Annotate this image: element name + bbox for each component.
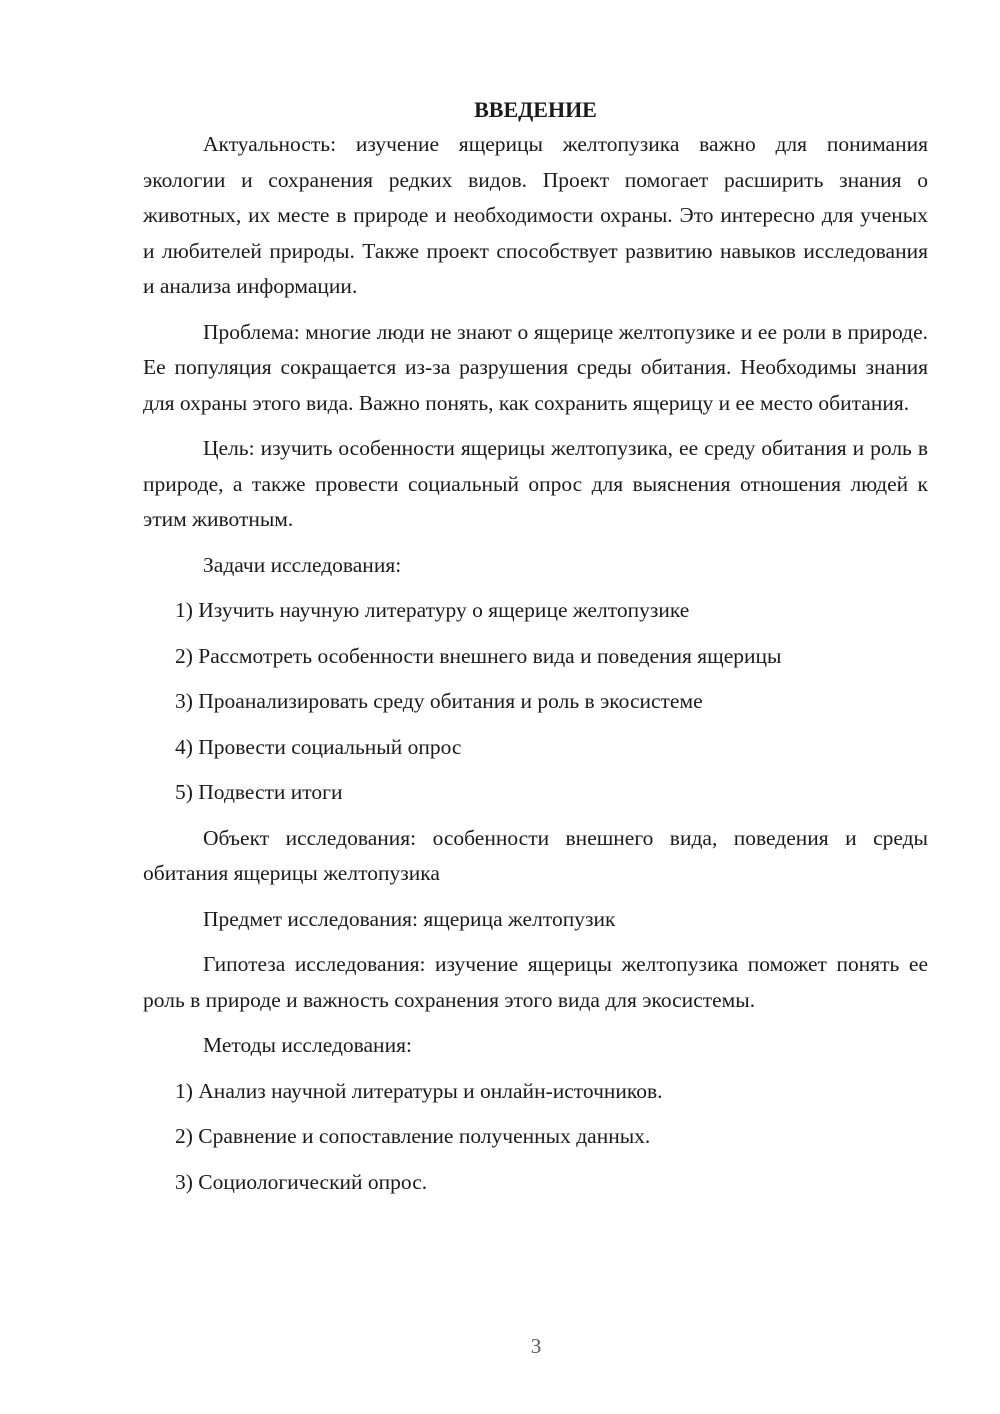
- page-number: 3: [530, 1334, 542, 1358]
- list-item: 1) Изучить научную литературу о ящерице желтопузике: [175, 598, 690, 622]
- list-item: 2) Рассмотреть особенности внешнего вида и поведения ящерицы: [175, 643, 782, 668]
- list-item: 3) Социологический опрос.: [175, 1169, 428, 1194]
- methods-list: [143, 1074, 928, 1201]
- goal-paragraph: Цель: изучить особенности ящерицы желтопузика, ее среду обитания и роль в природе, а также провести социальный опрос для выяснения отношения людей к этим животным.: [143, 436, 928, 531]
- page-title: ВВЕДЕНИЕ: [474, 97, 597, 122]
- list-item: 2) Сравнение и сопоставление полученных данных.: [175, 1124, 651, 1148]
- document-page: [143, 93, 928, 1210]
- relevance-paragraph: Актуальность: изучение ящерицы желтопузика важно для понимания экологии и сохранения редких видов. Проект помогает расширить знания о животных, их месте в природе и необходимости охраны. Это интересно для ученых и любителей природы. Также проект способствует развитию навыков исследования и анализа информации.: [143, 132, 928, 298]
- list-item: 5) Подвести итоги: [175, 780, 343, 804]
- hypothesis-paragraph: Гипотеза исследования: изучение ящерицы желтопузика поможет понять ее роль в природе и важность сохранения этого вида для экосистемы.: [143, 952, 928, 1012]
- tasks-heading: Задачи исследования:: [203, 552, 402, 577]
- subject-paragraph: Предмет исследования: ящерица желтопузик: [203, 906, 616, 931]
- list-item: 3) Проанализировать среду обитания и роль в экосистеме: [175, 689, 703, 713]
- list-item: 1) Анализ научной литературы и онлайн-источников.: [175, 1078, 663, 1103]
- tasks-list: [143, 593, 928, 811]
- object-paragraph: Объект исследования: особенности внешнего вида, поведения и среды обитания ящерицы желтопузика: [143, 825, 928, 885]
- methods-heading: Методы исследования:: [203, 1033, 412, 1057]
- list-item: 4) Провести социальный опрос: [175, 734, 462, 759]
- problem-paragraph: Проблема: многие люди не знают о ящерице желтопузике и ее роли в природе. Ее популяция сокращается из-за разрушения среды обитания. Необходимы знания для охраны этого вида. Важно понять, как сохранить ящерицу и ее место обитания.: [143, 319, 928, 415]
